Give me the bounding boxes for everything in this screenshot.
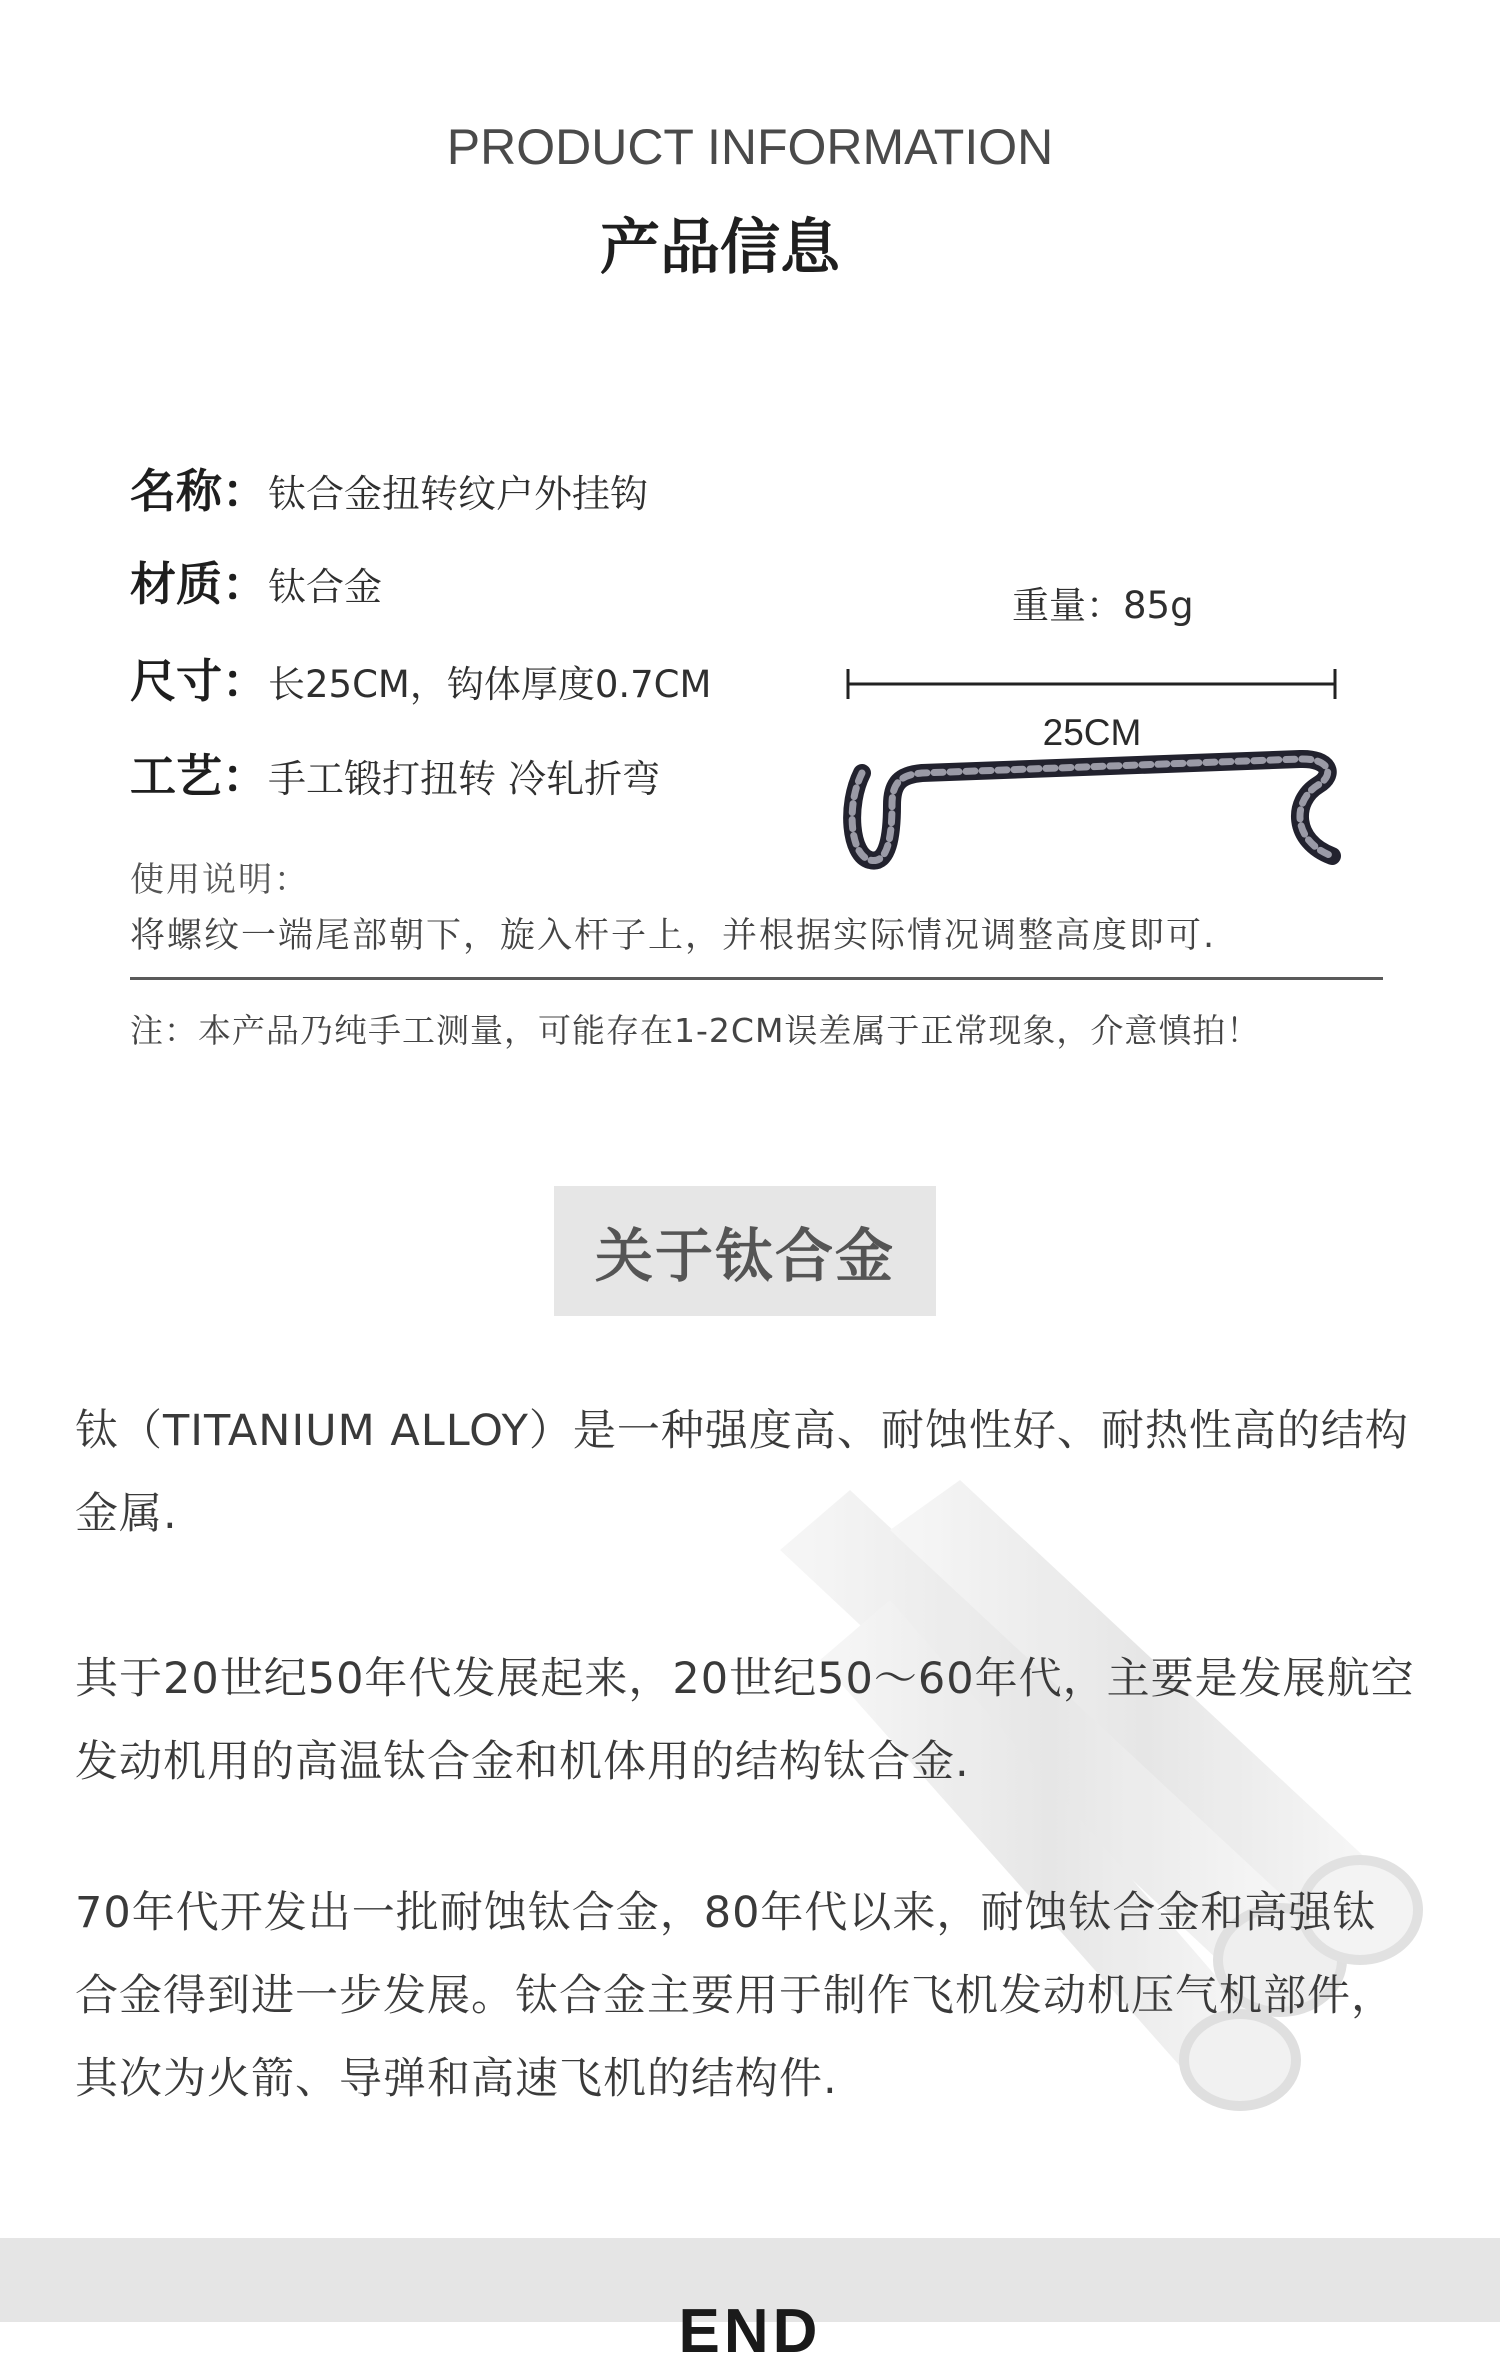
dimension-label: 25CM <box>1042 712 1142 753</box>
hook-icon <box>852 759 1332 861</box>
about-paragraph-1: 钛（TITANIUM ALLOY）是一种强度高、耐蚀性好、耐热性高的结构金属. <box>75 1406 1409 1539</box>
about-title-box <box>554 1186 936 1316</box>
dimension-line <box>848 669 1335 699</box>
spec-row-name <box>130 455 648 521</box>
measurement-note: 注：本产品乃纯手工测量，可能存在1-2CM误差属于正常现象，介意慎拍！ <box>130 1011 1261 1050</box>
spec-row-craft <box>130 740 660 806</box>
spec-row-size <box>130 645 711 711</box>
hook-illustration <box>830 655 1350 885</box>
spec-value-material: 钛合金 <box>268 565 383 609</box>
usage-text: 将螺纹一端尾部朝下，旋入杆子上，并根据实际情况调整高度即可. <box>130 916 1217 956</box>
weight-label: 重量：85g <box>1012 584 1194 627</box>
header-title-cn: 产品信息 <box>600 213 840 283</box>
spec-value-name: 钛合金扭转纹户外挂钩 <box>268 472 649 516</box>
spec-key-craft: 工艺： <box>130 749 268 803</box>
spec-key-size: 尺寸： <box>130 654 268 708</box>
header-title-en: PRODUCT INFORMATION <box>446 119 1054 175</box>
footer-band <box>0 2238 1500 2366</box>
spec-row-material <box>130 548 382 614</box>
footer-end-text: END <box>678 2297 822 2366</box>
usage-title: 使用说明： <box>130 860 310 900</box>
spec-key-material: 材质： <box>130 557 268 611</box>
spec-value-craft: 手工锻打扭转 冷轧折弯 <box>268 757 661 801</box>
about-title: 关于钛合金 <box>594 1222 895 1290</box>
about-paragraph-3: 70年代开发出一批耐蚀钛合金，80年代以来，耐蚀钛合金和高强钛合金得到进一步发展。钛合金主要用于制作飞机发动机压气机部件，其次为火箭、导弹和高速飞机的结构件. <box>75 1888 1395 2104</box>
spec-value-size: 长25CM，钩体厚度0.7CM <box>268 663 712 706</box>
about-paragraph-2: 其于20世纪50年代发展起来，20世纪50～60年代，主要是发展航空发动机用的高温钛合金和机体用的结构钛合金. <box>75 1654 1415 1787</box>
section-divider <box>130 977 1383 980</box>
spec-key-name: 名称： <box>130 464 268 518</box>
